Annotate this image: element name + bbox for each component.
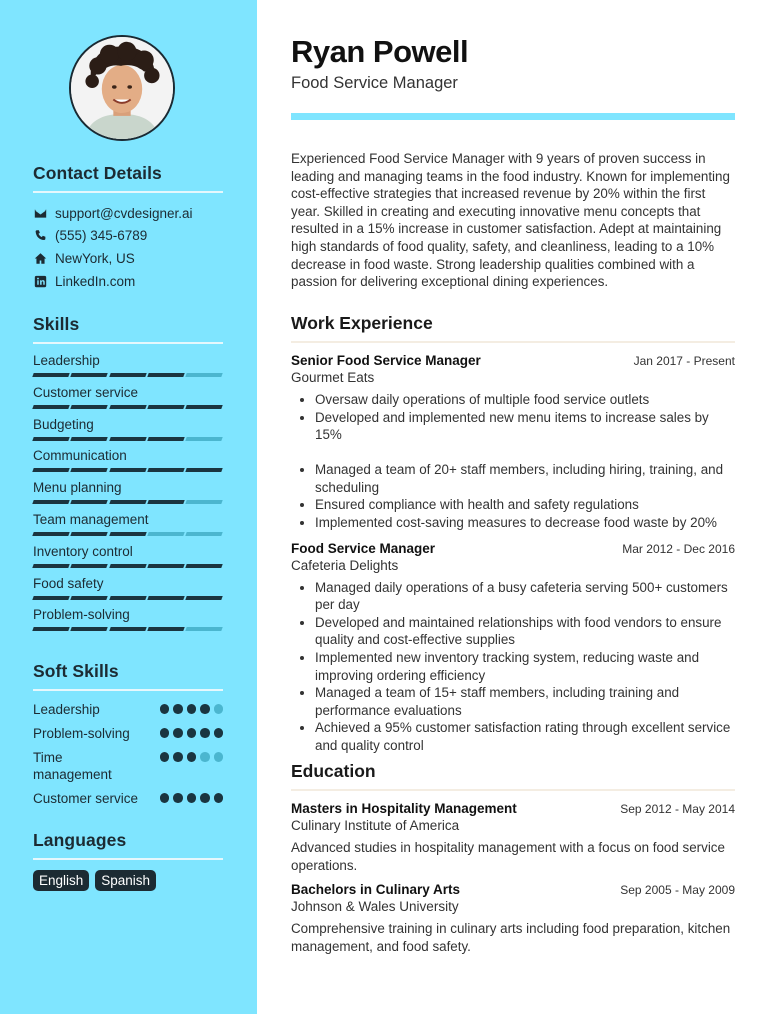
skill-level-segment (109, 500, 146, 504)
skill-level-segment (147, 405, 184, 409)
skill-level-segment (109, 532, 146, 536)
skill-item (33, 543, 223, 575)
skills-section (33, 314, 223, 638)
skill-level-segment (185, 437, 222, 441)
contact-phone-text: (555) 345-6789 (55, 228, 148, 244)
main-content (257, 0, 768, 1014)
rating-dot (200, 728, 210, 738)
profile-photo (69, 35, 175, 141)
job-bullet: • Developed and maintained relationships with food vendors to ensure quality and cost-effective supplies (315, 614, 735, 649)
skill-level-segment (185, 468, 222, 472)
skill-level-bar (33, 564, 222, 568)
rating-dot (173, 704, 183, 714)
profile-photo-image (71, 37, 173, 139)
soft-skill-rating (160, 790, 224, 803)
soft-skill-label: Time management (33, 750, 112, 782)
job-date: Mar 2012 - Dec 2016 (622, 541, 735, 556)
job-bullet: • Managed daily operations of a busy cafeteria serving 500+ customers per day (315, 579, 735, 614)
job-title: Food Service Manager (291, 540, 436, 556)
skill-level-segment (71, 437, 108, 441)
summary-text: Experienced Food Service Manager with 9 years of proven success in leading and managing teams in the food industry. Known for implementing cost-effective strategies that increased revenue by 20% within the first year. Skilled in creating and executing innovative menu concepts that resulted in a 15% increase in customer satisfaction. Adept at maintaining high standards of food quality, safety, and cleanliness, leading to a 10% decrease in food waste. Strong leadership qualities combined with a passion for delivering exceptional dining experiences. (291, 151, 730, 290)
skill-label: Team management (33, 511, 149, 527)
job-bullet: • Ensured compliance with health and safety regulations (315, 496, 735, 514)
soft-skill-rating (160, 701, 224, 714)
job-bullet: • Oversaw daily operations of multiple food service outlets (315, 391, 735, 409)
skill-label: Budgeting (33, 416, 94, 432)
skill-level-segment (185, 500, 222, 504)
job-bullet: • Implemented cost-saving measures to decrease food waste by 20% (315, 514, 735, 532)
contact-linkedin[interactable] (33, 270, 223, 293)
rating-dot (214, 728, 224, 738)
skill-label: Leadership (33, 353, 100, 368)
job-company: Gourmet Eats (291, 370, 375, 385)
linkedin-icon (33, 274, 47, 288)
skill-level-segment (32, 373, 69, 377)
education-divider (291, 789, 735, 791)
rating-dot (187, 728, 197, 738)
skill-level-segment (71, 564, 108, 568)
skill-item (33, 447, 223, 479)
skill-label: Customer service (33, 384, 139, 400)
rating-dot (200, 793, 210, 803)
contact-email-text: support@cvdesigner.ai (55, 205, 193, 221)
skill-item (33, 575, 223, 607)
languages-divider (33, 858, 223, 860)
skill-level-bar (33, 532, 222, 536)
skill-level-segment (147, 468, 184, 472)
soft-skill-label: Leadership (33, 702, 100, 717)
rating-dot (214, 752, 224, 762)
soft-skill-item (33, 725, 223, 742)
work-title: Work Experience (291, 313, 433, 333)
candidate-role: Food Service Manager (291, 74, 458, 92)
skill-item (33, 416, 223, 448)
rating-dot (160, 793, 170, 803)
education-title: Education (291, 761, 376, 781)
skill-level-bar (33, 627, 222, 631)
job-title: Senior Food Service Manager (291, 353, 481, 368)
skill-level-segment (71, 405, 108, 409)
skill-level-segment (147, 532, 184, 536)
skill-level-segment (147, 596, 184, 600)
soft-skill-label: Problem-solving (33, 726, 130, 741)
language-chip: English (33, 870, 89, 891)
education-date: Sep 2005 - May 2009 (620, 883, 735, 898)
education-entry (291, 801, 735, 874)
soft-skill-item (33, 749, 223, 783)
skill-level-segment (71, 468, 108, 472)
skill-item (33, 511, 223, 543)
skill-level-bar (33, 500, 222, 504)
skill-item (33, 384, 223, 416)
skill-level-segment (32, 564, 69, 568)
skill-level-segment (185, 627, 222, 631)
skill-level-segment (71, 373, 108, 377)
soft-skills-title: Soft Skills (33, 661, 119, 681)
skill-level-bar (33, 373, 222, 377)
skill-level-bar (33, 468, 222, 472)
soft-skill-rating (160, 725, 224, 738)
rating-dot (160, 728, 170, 738)
rating-dot (214, 704, 224, 714)
header-accent-bar (291, 113, 735, 120)
contact-title: Contact Details (33, 163, 162, 183)
soft-skill-item (33, 701, 223, 718)
skill-level-bar (33, 596, 222, 600)
languages-section (33, 830, 223, 891)
skill-level-segment (32, 596, 69, 600)
skill-label: Problem-solving (33, 607, 130, 623)
skill-level-segment (71, 596, 108, 600)
skill-level-segment (109, 596, 146, 600)
skill-level-segment (185, 564, 222, 568)
contact-email[interactable] (33, 202, 223, 225)
skill-level-segment (147, 564, 184, 568)
work-divider (291, 341, 735, 343)
skill-level-segment (32, 468, 69, 472)
home-icon (33, 251, 47, 265)
degree-title: Bachelors in Culinary Arts (291, 882, 461, 898)
skills-title: Skills (33, 314, 80, 334)
job-entry (291, 541, 735, 755)
contact-phone[interactable] (33, 225, 223, 248)
skill-label: Menu planning (33, 480, 122, 496)
rating-dot (200, 704, 210, 714)
contact-location (33, 247, 223, 270)
rating-dot (160, 704, 170, 714)
job-company: Cafeteria Delights (291, 557, 399, 573)
languages-title: Languages (33, 830, 127, 850)
job-bullets (291, 391, 735, 532)
skill-level-segment (109, 373, 146, 377)
skill-level-segment (185, 596, 222, 600)
phone-icon (33, 229, 47, 243)
education-description: Advanced studies in hospitality management with a focus on food service operations. (291, 840, 725, 873)
job-bullet: • Managed a team of 20+ staff members, including hiring, training, and scheduling (315, 461, 735, 496)
degree-title: Masters in Hospitality Management (291, 801, 517, 816)
school-name: Johnson & Wales University (291, 899, 459, 915)
skill-item (33, 606, 223, 638)
soft-skills-divider (33, 689, 223, 691)
skill-label: Inventory control (33, 543, 133, 559)
job-bullet: • Developed and implemented new menu items to increase sales by 15% (315, 409, 735, 444)
rating-dot (214, 793, 224, 803)
school-name: Culinary Institute of America (291, 818, 460, 833)
education-entry (291, 882, 735, 955)
job-bullet: • Implemented new inventory tracking system, reducing waste and improving ordering efficiency (315, 649, 735, 684)
language-chip: Spanish (95, 870, 156, 891)
rating-dot (187, 793, 197, 803)
skill-level-segment (147, 437, 184, 441)
education-section (291, 761, 735, 955)
education-description: Comprehensive training in culinary arts including food preparation, kitchen management, and food safety. (291, 921, 731, 954)
rating-dot (173, 752, 183, 762)
job-bullets (291, 579, 735, 755)
skill-level-bar (33, 405, 222, 409)
envelope-icon (33, 206, 47, 220)
skill-item (33, 479, 223, 511)
skill-item (33, 352, 223, 384)
skill-level-segment (147, 500, 184, 504)
skill-level-segment (147, 373, 184, 377)
skill-label: Communication (33, 448, 127, 464)
job-date: Jan 2017 - Present (633, 354, 735, 368)
skill-level-segment (109, 437, 146, 441)
skill-level-segment (109, 405, 146, 409)
contact-divider (33, 191, 223, 193)
skill-level-segment (185, 373, 222, 377)
contact-location-text: NewYork, US (55, 250, 135, 266)
education-date: Sep 2012 - May 2014 (620, 802, 735, 816)
skills-divider (33, 342, 223, 344)
skill-level-segment (109, 468, 146, 472)
skill-level-bar (33, 437, 222, 441)
job-entry (291, 353, 735, 532)
skill-level-segment (32, 627, 69, 631)
skill-level-segment (71, 532, 108, 536)
candidate-name: Ryan Powell (291, 34, 469, 69)
work-section (291, 313, 735, 755)
rating-dot (200, 752, 210, 762)
rating-dot (173, 728, 183, 738)
skill-level-segment (32, 437, 69, 441)
contact-section (33, 163, 223, 292)
sidebar (0, 0, 257, 1014)
rating-dot (173, 793, 183, 803)
soft-skill-item (33, 790, 223, 807)
skill-level-segment (109, 564, 146, 568)
soft-skills-section (33, 661, 223, 814)
skill-level-segment (71, 627, 108, 631)
job-bullet: • Managed a team of 15+ staff members, including training and performance evaluations (315, 684, 735, 719)
skill-level-segment (32, 532, 69, 536)
rating-dot (187, 752, 197, 762)
job-bullet: • Achieved a 95% customer satisfaction rating through excellent service and quality control (315, 719, 735, 754)
rating-dot (187, 704, 197, 714)
contact-linkedin-text: LinkedIn.com (55, 273, 136, 289)
skill-level-segment (185, 405, 222, 409)
skill-level-segment (32, 500, 69, 504)
skill-level-segment (147, 627, 184, 631)
soft-skill-rating (160, 749, 224, 762)
skill-level-segment (109, 627, 146, 631)
rating-dot (160, 752, 170, 762)
skill-level-segment (185, 532, 222, 536)
soft-skill-label: Customer service (33, 791, 139, 806)
skill-level-segment (71, 500, 108, 504)
skill-level-segment (32, 405, 69, 409)
skill-label: Food safety (33, 575, 104, 591)
